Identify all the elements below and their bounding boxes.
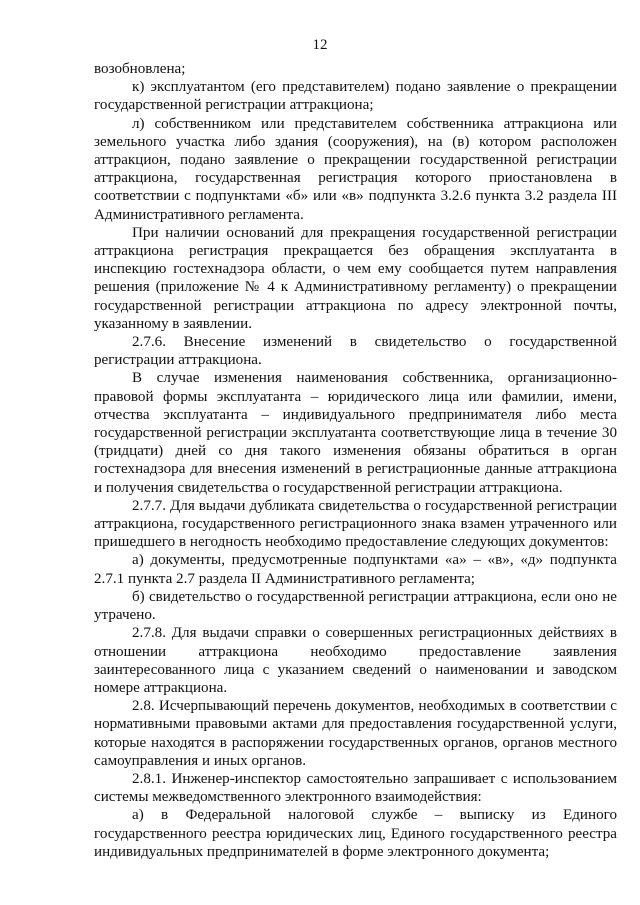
paragraph: а) документы, предусмотренные подпунктами «а» – «в», «д» подпункта 2.7.1 пункта 2.7 раздела II Административного регламента;	[94, 552, 617, 587]
paragraph: При наличии оснований для прекращения государственной регистрации аттракциона регистрация прекращается без обращения эксплуатанта в инспекцию гостехнадзора области, о чем ему сообщается путем направления решения (приложение № 4 к Административному регламенту) о прекращении государственной регистрации аттракциона по адресу электронной почты, указанному в заявлении.	[94, 224, 617, 332]
page-number: 12	[312, 37, 328, 53]
paragraph: 2.8.1. Инженер-инспектор самостоятельно запрашивает с использованием системы межведомственного электронного взаимодействия:	[94, 770, 617, 806]
paragraph: возобновлена;	[94, 61, 186, 77]
paragraph: В случае изменения наименования собственника, организационно-правовой формы эксплуатанта – юридического лица или фамилии, имени, отчества эксплуатанта – индивидуального предпринимателя либо места государственной регистрации эксплуатанта соответствующие лица в течение 30 (тридцати) дней со дня такого изменения обязаны обратиться в орган гостехнадзора для внесения изменений в регистрационные данные аттракциона и получения свидетельства о государственной регистрации аттракциона.	[94, 370, 617, 496]
paragraph: 2.7.8. Для выдачи справки о совершенных регистрационных действиях в отношении аттракциона необходимо предоставление заявления заинтересованного лица с указанием сведений о наименовании и заводском номере аттракциона.	[94, 625, 617, 696]
paragraph: к) эксплуатантом (его представителем) подано заявление о прекращении государственной регистрации аттракциона;	[94, 79, 617, 114]
paragraph: 2.8. Исчерпывающий перечень документов, необходимых в соответствии с нормативными правовыми актами для предоставления государственной услуги, которые находятся в распоряжении государственных органов, органов местного самоуправления и иных органов.	[94, 698, 617, 769]
paragraph: 2.7.7. Для выдачи дубликата свидетельства о государственной регистрации аттракциона, государственного регистрационного знака взамен утраченного или пришедшего в негодность необходимо предоставление следующих документов:	[94, 497, 617, 551]
paragraph: а) в Федеральной налоговой службе – выписку из Единого государственного реестра юридических лиц, Единого государственного реестра индивидуальных предпринимателей в форме электронного документа;	[94, 807, 617, 860]
paragraph: б) свидетельство о государственной регистрации аттракциона, если оно не утрачено.	[94, 588, 617, 624]
paragraph: 2.7.6. Внесение изменений в свидетельство о государственной регистрации аттракциона.	[94, 334, 617, 369]
paragraph: л) собственником или представителем собственника аттракциона или земельного участка либо здания (сооружения), на (в) котором расположен аттракцион, подано заявление о прекращении государственной регистрации аттракциона, государственная регистрация которого приостановлена в соответствии с подпунктами «б» или «в» подпункта 3.2.6 пункта 3.2 раздела III Административного регламента.	[94, 115, 617, 223]
document-body	[94, 60, 617, 861]
